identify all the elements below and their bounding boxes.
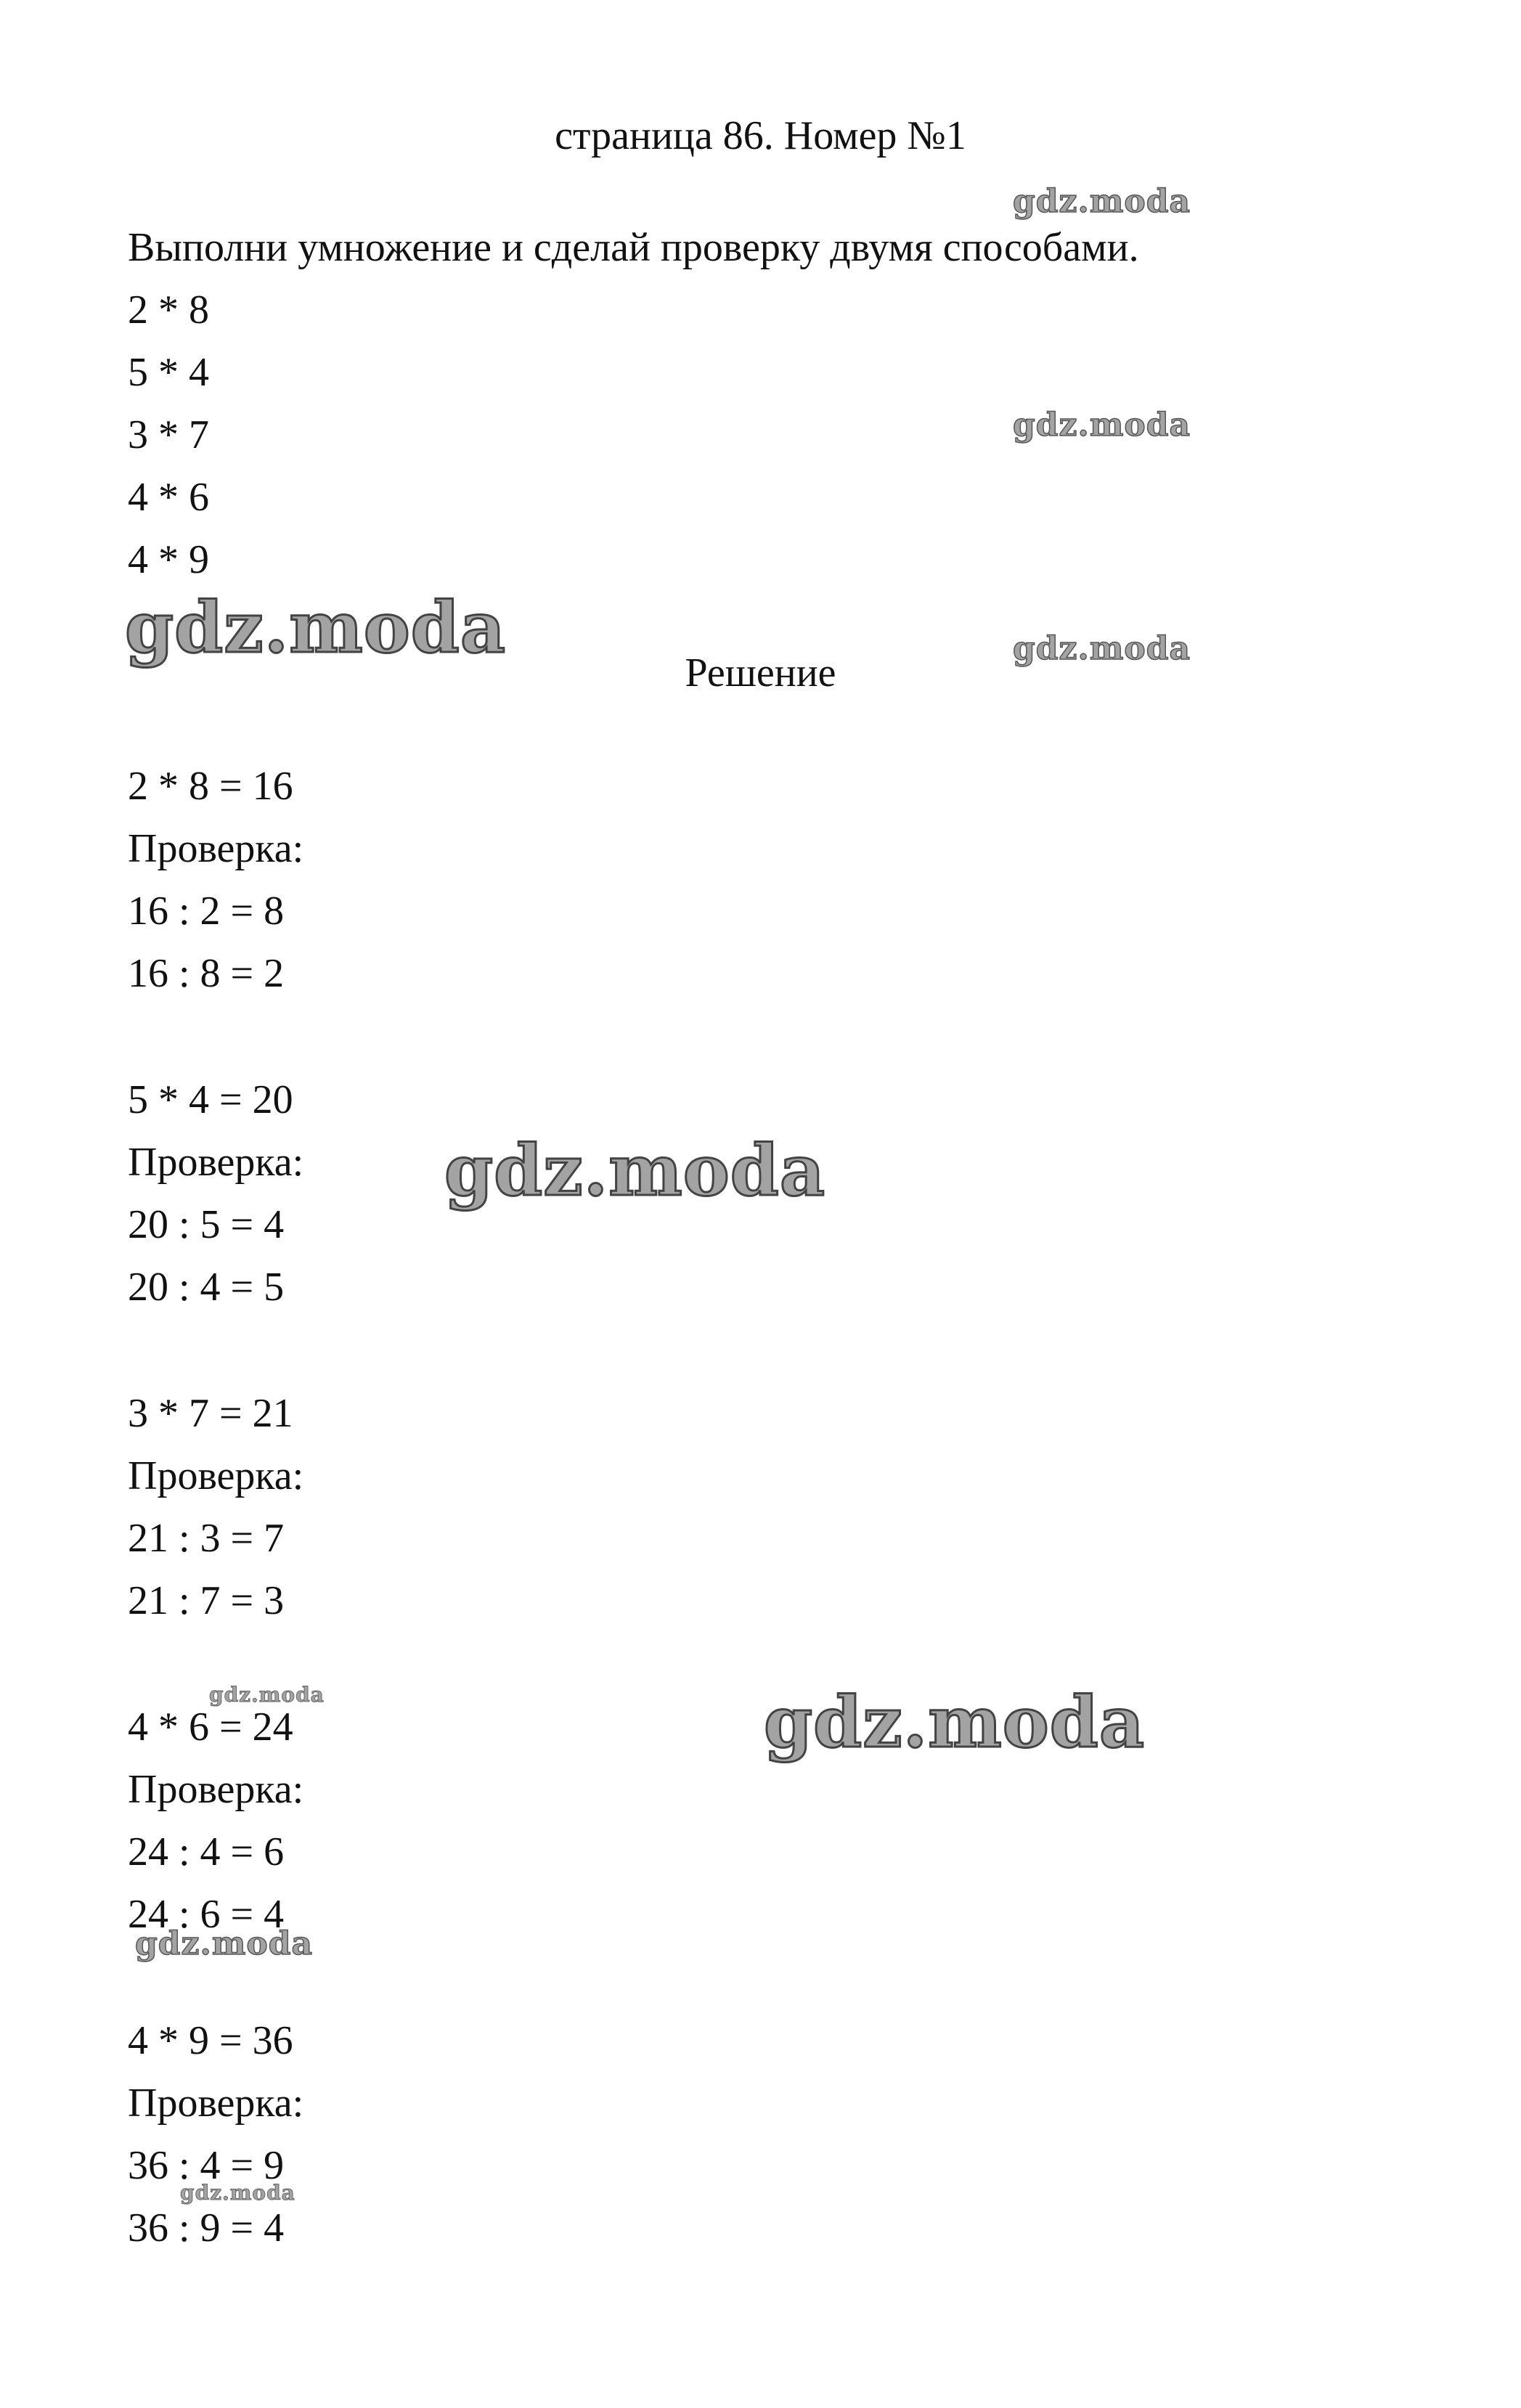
- check-label: Проверка:: [128, 1140, 304, 1185]
- watermark: gdz.moda: [764, 1681, 1146, 1763]
- watermark: gdz.moda: [125, 587, 507, 669]
- check-label: Проверка:: [128, 1767, 304, 1812]
- task-item: 2 * 8: [128, 287, 209, 332]
- watermark: gdz.moda: [1013, 183, 1191, 220]
- solution-equation: 3 * 7 = 21: [128, 1391, 293, 1436]
- watermark: gdz.moda: [444, 1130, 826, 1212]
- check-label: Проверка:: [128, 2081, 304, 2126]
- solution-heading: Решение: [685, 650, 836, 695]
- check-line: 36 : 9 = 4: [128, 2205, 285, 2250]
- watermark: gdz.moda: [1013, 630, 1191, 667]
- task-item: 3 * 7: [128, 412, 209, 457]
- check-line: 21 : 7 = 3: [128, 1578, 285, 1623]
- check-line: 20 : 5 = 4: [128, 1202, 285, 1247]
- check-line: 21 : 3 = 7: [128, 1516, 285, 1561]
- check-line: 16 : 8 = 2: [128, 951, 285, 996]
- solution-equation: 2 * 8 = 16: [128, 764, 293, 809]
- page-title: страница 86. Номер №1: [555, 113, 966, 158]
- check-line: 36 : 4 = 9: [128, 2143, 285, 2188]
- watermark: gdz.moda: [135, 1925, 314, 1962]
- task-item: 4 * 6: [128, 475, 209, 520]
- check-line: 24 : 4 = 6: [128, 1829, 285, 1874]
- watermark: gdz.moda: [1013, 407, 1191, 444]
- solution-equation: 5 * 4 = 20: [128, 1077, 293, 1122]
- check-line: 16 : 2 = 8: [128, 889, 285, 934]
- task-instruction: Выполни умножение и сделай проверку двумя способами.: [128, 225, 1139, 270]
- check-label: Проверка:: [128, 1453, 304, 1498]
- watermark: gdz.moda: [180, 2181, 295, 2205]
- check-label: Проверка:: [128, 826, 304, 871]
- check-line: 24 : 6 = 4: [128, 1892, 285, 1937]
- solution-equation: 4 * 9 = 36: [128, 2018, 293, 2063]
- task-item: 4 * 9: [128, 537, 209, 582]
- solution-equation: 4 * 6 = 24: [128, 1705, 293, 1750]
- task-item: 5 * 4: [128, 350, 209, 395]
- watermark: gdz.moda: [209, 1683, 325, 1707]
- check-line: 20 : 4 = 5: [128, 1265, 285, 1310]
